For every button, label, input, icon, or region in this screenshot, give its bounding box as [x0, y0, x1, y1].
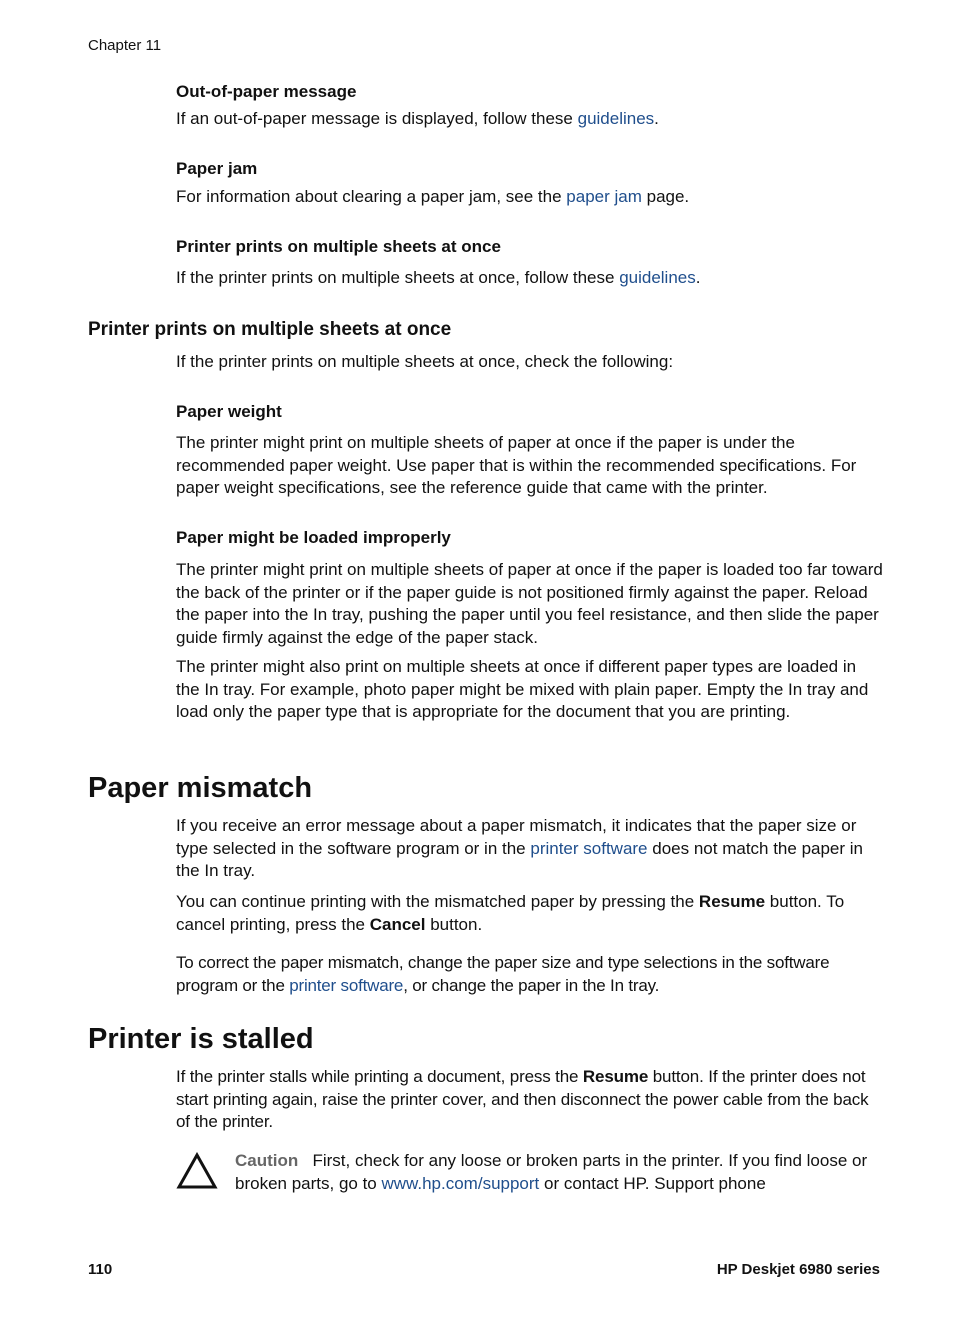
stalled-text [176, 1066, 884, 1134]
text-run: , or change the paper in the In tray. [403, 975, 660, 995]
text-run: If the printer prints on multiple sheets at once, follow these [176, 268, 620, 287]
printer-software-link-2[interactable]: printer software [289, 975, 404, 995]
text-run: To correct the paper mismatch, change the paper size and type selections in the software program or the [176, 953, 830, 995]
heading-multiple-sheets: Printer prints on multiple sheets at once [88, 319, 452, 340]
caution-label: Caution [235, 1151, 299, 1170]
text-run: First, check for any loose or broken parts in the printer. If you find loose or broken parts, go to [235, 1151, 872, 1193]
subheading-multiple-sheets: Printer prints on multiple sheets at once [176, 237, 501, 256]
mismatch-text-1 [176, 815, 884, 883]
paper-weight-text: The printer might print on multiple sheets of paper at once if the paper is under the recommended paper weight. Use paper that is within the recommended specifications. For paper weight specifications, see the reference guide that came with the printer. [176, 433, 857, 497]
heading-printer-stalled: Printer is stalled [88, 1023, 314, 1055]
guidelines-link[interactable]: guidelines [577, 109, 655, 128]
page-number: 110 [88, 1261, 113, 1278]
loaded-improperly-text-2: The printer might also print on multiple sheets at once if different paper types are loaded in the In tray. For example, photo paper might be mixed with plain paper. Empty the In tray and load only the paper type that is appropriate for the document that you are printing. [176, 657, 869, 721]
mismatch-text-3 [176, 952, 884, 997]
text-run: . [695, 268, 701, 287]
heading-paper-mismatch: Paper mismatch [88, 772, 313, 804]
warning-triangle-icon [176, 1152, 218, 1190]
text-run: If the printer stalls while printing a document, press the [176, 1067, 583, 1086]
text-run: button. If the printer does not start printing again, raise the printer cover, and then disconnect the power cable from the back of the printer. [176, 1067, 869, 1131]
out-of-paper-text [176, 108, 884, 131]
subheading-out-of-paper: Out-of-paper message [176, 82, 357, 101]
subheading-paper-jam: Paper jam [176, 159, 258, 178]
text-run: does not match the paper in the In tray. [176, 838, 864, 880]
text-run: You can continue printing with the mismatched paper by pressing the [176, 892, 699, 911]
text-run: button. To cancel printing, press the [176, 892, 845, 934]
text-run: . [654, 109, 659, 128]
text-run: If an out-of-paper message is displayed, follow these [176, 109, 578, 128]
paper-jam-link[interactable]: paper jam [566, 187, 642, 206]
loaded-improperly-text-1: The printer might print on multiple sheets of paper at once if the paper is loaded too far toward the back of the printer or if the paper guide is not positioned firmly against the paper. Reload the paper into the In tray, pushing the paper until you feel resistance, and then slide the paper guide firmly against the edge of the paper stack. [176, 560, 883, 647]
text-run: If you receive an error message about a paper mismatch, it indicates that the paper size or type selected in the software program or in the [176, 816, 857, 858]
guidelines-link-2[interactable]: guidelines [619, 268, 696, 287]
subheading-paper-weight: Paper weight [176, 402, 282, 421]
multiple-sheets-intro: If the printer prints on multiple sheets at once, check the following: [176, 352, 674, 371]
mismatch-text-2 [176, 891, 884, 936]
subheading-loaded-improperly: Paper might be loaded improperly [176, 528, 451, 547]
product-name: HP Deskjet 6980 series [716, 1261, 880, 1278]
resume-term: Resume [698, 892, 766, 911]
text-run: or contact HP. Support phone [539, 1173, 766, 1193]
text-run: page. [641, 187, 690, 206]
text-run: button. [425, 914, 483, 934]
cancel-term: Cancel [369, 914, 426, 934]
printer-software-link[interactable]: printer software [530, 838, 648, 858]
text-run: For information about clearing a paper jam, see the [176, 187, 567, 206]
paper-jam-text [176, 186, 884, 209]
caution-note [235, 1150, 885, 1195]
resume-term-2: Resume [582, 1067, 649, 1086]
chapter-header: Chapter 11 [88, 37, 162, 54]
multiple-sheets-text [176, 267, 884, 290]
hp-support-link[interactable]: www.hp.com/support [381, 1173, 540, 1193]
